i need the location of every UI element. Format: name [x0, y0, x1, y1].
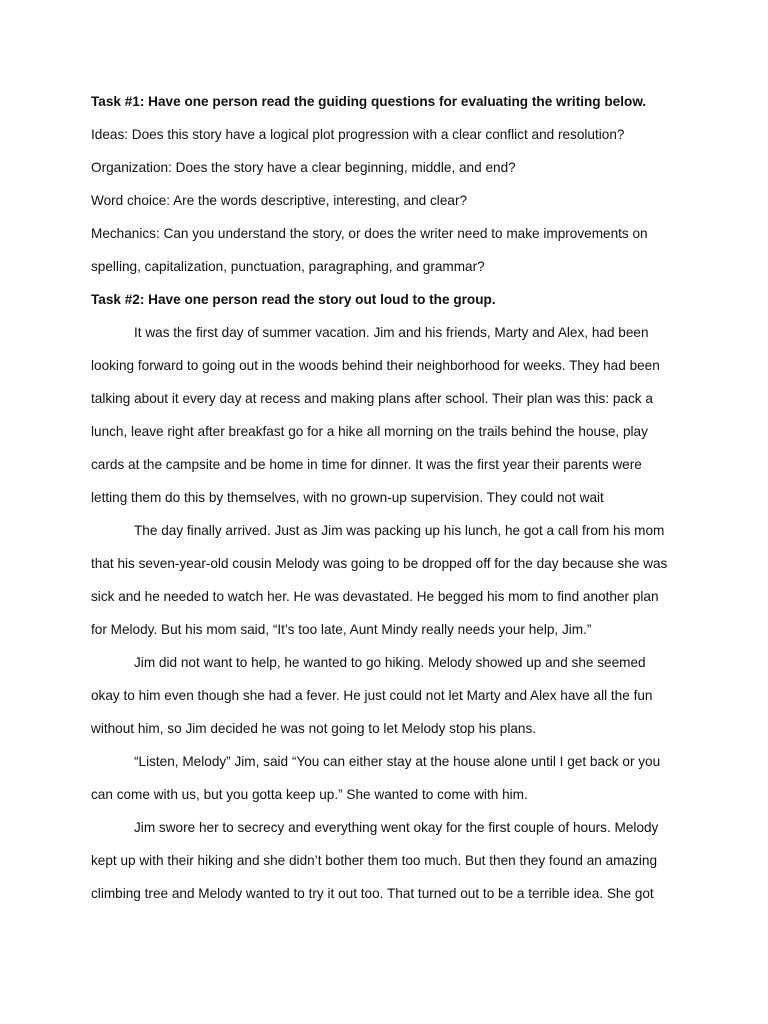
question-ideas: Ideas: Does this story have a logical plot progression with a clear conflict and resolution? [91, 127, 625, 142]
story-text [91, 323, 691, 917]
story-line: without him, so Jim decided he was not going to let Melody stop his plans. [91, 721, 537, 736]
story-line: climbing tree and Melody wanted to try it out too. That turned out to be a terrible idea. She got [91, 886, 654, 901]
question-organization: Organization: Does the story have a clear beginning, middle, and end? [91, 160, 516, 175]
story-line: can come with us, but you gotta keep up.” She wanted to come with him. [91, 787, 528, 802]
story-line: It was the first day of summer vacation. Jim and his friends, Marty and Alex, had been [134, 325, 649, 340]
story-paragraph [91, 818, 691, 917]
story-line: for Melody. But his mom said, “It’s too late, Aunt Mindy really needs your help, Jim.” [91, 622, 592, 637]
task2-section [91, 290, 691, 323]
story-line: Jim swore her to secrecy and everything went okay for the first couple of hours. Melody [134, 820, 659, 835]
story-line: sick and he needed to watch her. He was devastated. He begged his mom to find another plan [91, 589, 659, 604]
story-line: “Listen, Melody” Jim, said “You can either stay at the house alone until I get back or you [134, 754, 661, 769]
question-mechanics-continued: spelling, capitalization, punctuation, paragraphing, and grammar? [91, 259, 485, 274]
story-line: letting them do this by themselves, with no grown-up supervision. They could not wait [91, 490, 604, 505]
task1-section [91, 92, 691, 290]
story-line: The day finally arrived. Just as Jim was packing up his lunch, he got a call from his mom [134, 523, 665, 538]
story-paragraph [91, 323, 691, 521]
story-line: talking about it every day at recess and making plans after school. Their plan was this: pack a [91, 391, 653, 406]
story-paragraph [91, 521, 691, 653]
story-line: okay to him even though she had a fever. He just could not let Marty and Alex have all the fun [91, 688, 653, 703]
story-paragraph [91, 752, 691, 818]
document-page [91, 92, 691, 917]
story-line: Jim did not want to help, he wanted to go hiking. Melody showed up and she seemed [134, 655, 646, 670]
question-mechanics: Mechanics: Can you understand the story, or does the writer need to make improvements on [91, 226, 648, 241]
story-paragraph [91, 653, 691, 752]
question-word-choice: Word choice: Are the words descriptive, interesting, and clear? [91, 193, 468, 208]
task2-heading: Task #2: Have one person read the story out loud to the group. [91, 292, 496, 307]
story-line: that his seven-year-old cousin Melody was going to be dropped off for the day because she was [91, 556, 668, 571]
story-line: kept up with their hiking and she didn’t bother them too much. But then they found an amazing [91, 853, 658, 868]
story-line: looking forward to going out in the woods behind their neighborhood for weeks. They had been [91, 358, 660, 373]
story-line: lunch, leave right after breakfast go for a hike all morning on the trails behind the house, play [91, 424, 648, 439]
task1-heading: Task #1: Have one person read the guiding questions for evaluating the writing below. [91, 94, 647, 109]
story-line: cards at the campsite and be home in time for dinner. It was the first year their parents were [91, 457, 642, 472]
